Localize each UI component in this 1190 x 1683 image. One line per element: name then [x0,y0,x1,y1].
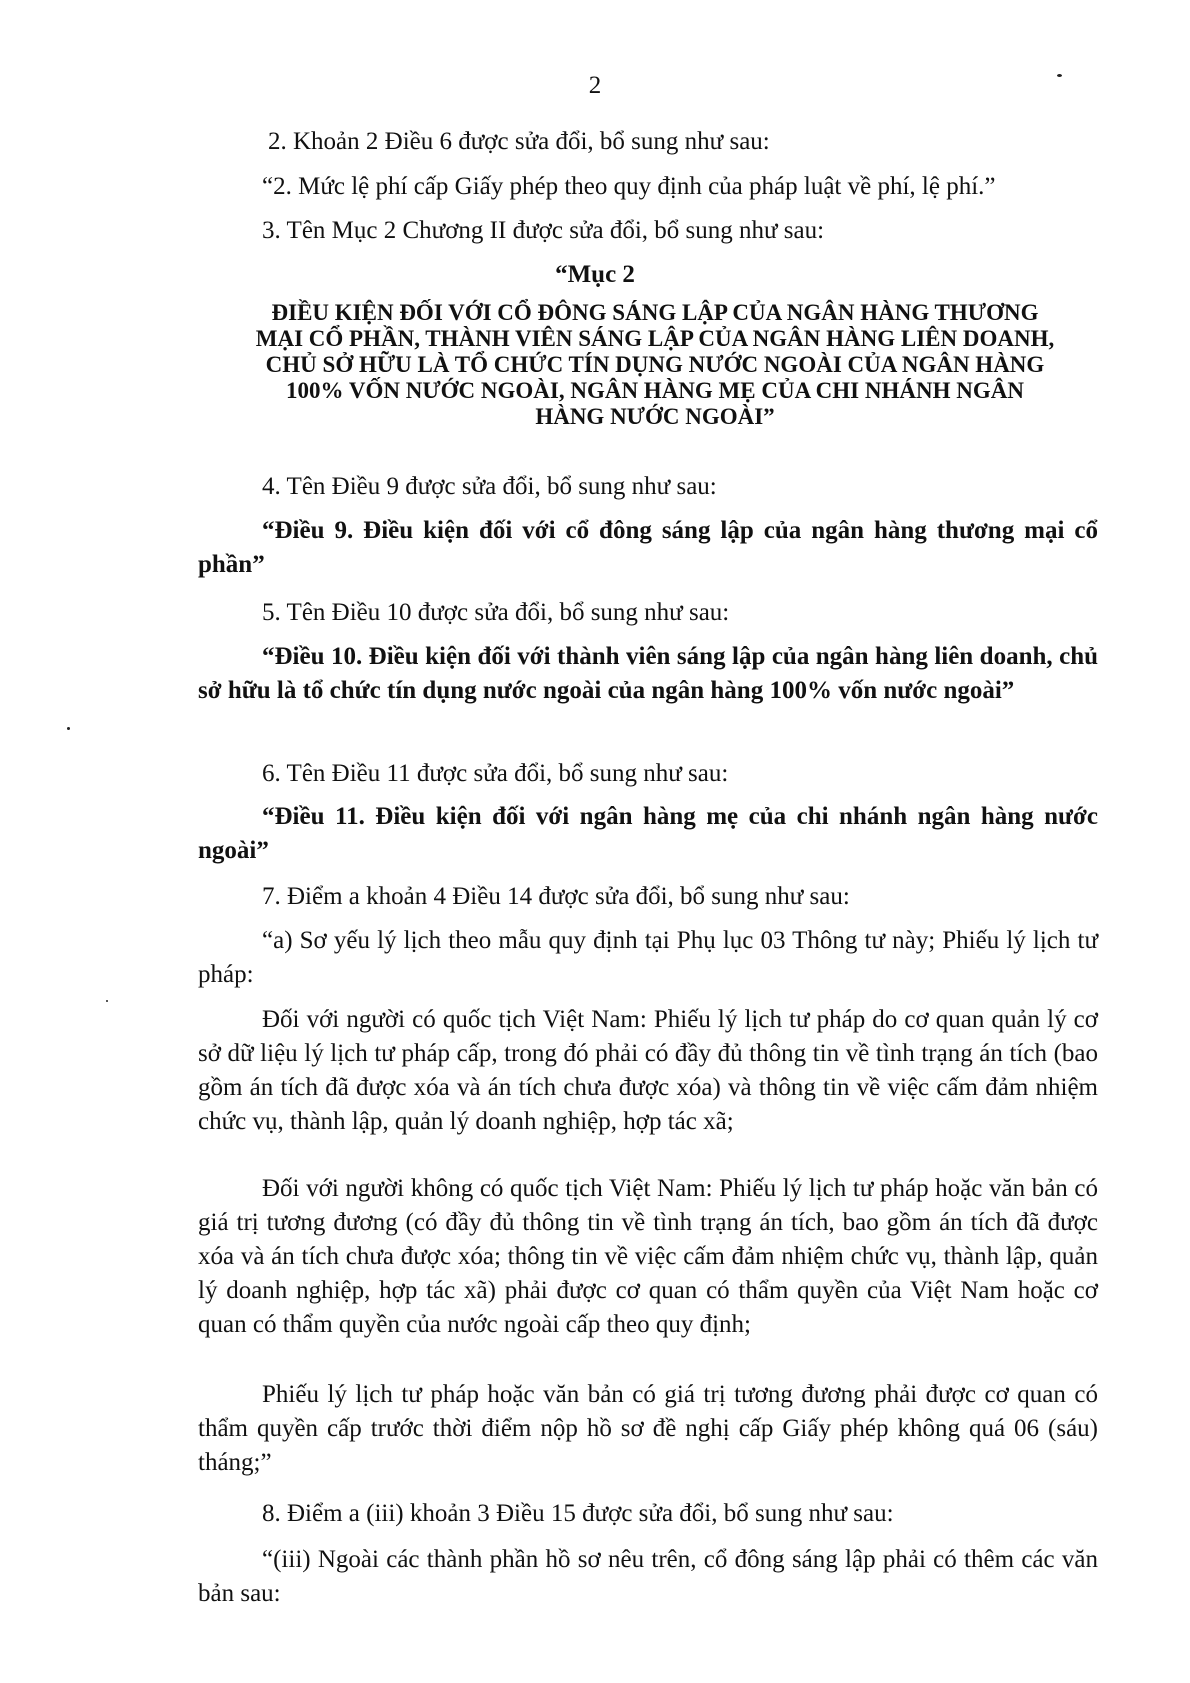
article-10-title: “Điều 10. Điều kiện đối với thành viên sáng lập của ngân hàng liên doanh, chủ sở hữu là tổ chức tín dụng nước ngoài của ngân hàng 100% vốn nước ngoài” [198,643,1098,704]
item-6-intro: 6. Tên Điều 11 được sửa đổi, bổ sung như sau: [262,760,729,787]
item-8-point-iii: “(iii) Ngoài các thành phần hồ sơ nêu trên, cổ đông sáng lập phải có thêm các văn bản sau: [198,1546,1098,1607]
item-7-validity: Phiếu lý lịch tư pháp hoặc văn bản có giá trị tương đương phải được cơ quan có thẩm quyền cấp trước thời điểm nộp hồ sơ đề nghị cấp Giấy phép không quá 06 (sáu) tháng;” [198,1381,1098,1476]
scan-speck [106,1000,108,1002]
section-heading: ĐIỀU KIỆN ĐỐI VỚI CỔ ĐÔNG SÁNG LẬP CỦA NGÂN HÀNG THƯƠNG MẠI CỔ PHẦN, THÀNH VIÊN SÁNG LẬP CỦA NGÂN HÀNG LIÊN DOANH, CHỦ SỞ HỮU LÀ TỔ CHỨC TÍN DỤNG NƯỚC NGOÀI CỦA NGÂN HÀNG 100% VỐN NƯỚC NGOÀI, NGÂN HÀNG MẸ CỦA CHI NHÁNH NGÂN HÀNG NƯỚC NGOÀI” [255,300,1055,429]
item-7-intro: 7. Điểm a khoản 4 Điều 14 được sửa đổi, bổ sung như sau: [262,883,850,910]
article-9-title: “Điều 9. Điều kiện đối với cổ đông sáng lập của ngân hàng thương mại cổ phần” [198,517,1098,578]
item-2-text: “2. Mức lệ phí cấp Giấy phép theo quy định của pháp luật về phí, lệ phí.” [262,173,996,200]
item-2-intro: 2. Khoản 2 Điều 6 được sửa đổi, bổ sung như sau: [268,128,770,155]
item-7-vietnamese-nationals: Đối với người có quốc tịch Việt Nam: Phiếu lý lịch tư pháp do cơ quan quản lý cơ sở dữ liệu lý lịch tư pháp cấp, trong đó phải có đầy đủ thông tin về tình trạng án tích (bao gồm án tích đã được xóa và án tích chưa được xóa) và thông tin về việc cấm đảm nhiệm chức vụ, thành lập, quản lý doanh nghiệp, hợp tác xã; [198,1006,1098,1135]
section-title: “Mục 2 [555,261,635,288]
item-3-intro: 3. Tên Mục 2 Chương II được sửa đổi, bổ sung như sau: [262,217,825,244]
article-11-title: “Điều 11. Điều kiện đối với ngân hàng mẹ của chi nhánh ngân hàng nước ngoài” [198,803,1098,864]
page-number: 2 [588,72,602,99]
scan-speck [67,727,70,730]
item-5-intro: 5. Tên Điều 10 được sửa đổi, bổ sung như sau: [262,599,730,626]
item-4-intro: 4. Tên Điều 9 được sửa đổi, bổ sung như sau: [262,473,717,500]
item-7-foreign-nationals: Đối với người không có quốc tịch Việt Nam: Phiếu lý lịch tư pháp hoặc văn bản có giá trị tương đương (có đầy đủ thông tin về tình trạng án tích, bao gồm án tích đã được xóa và án tích chưa được xóa; thông tin về việc cấm đảm nhiệm chức vụ, thành lập, quản lý doanh nghiệp, hợp tác xã) phải được cơ quan có thẩm quyền của Việt Nam hoặc cơ quan có thẩm quyền của nước ngoài cấp theo quy định; [198,1175,1098,1338]
item-8-intro: 8. Điểm a (iii) khoản 3 Điều 15 được sửa đổi, bổ sung như sau: [262,1500,894,1527]
item-7-point-a: “a) Sơ yếu lý lịch theo mẫu quy định tại Phụ lục 03 Thông tư này; Phiếu lý lịch tư pháp: [198,927,1098,988]
